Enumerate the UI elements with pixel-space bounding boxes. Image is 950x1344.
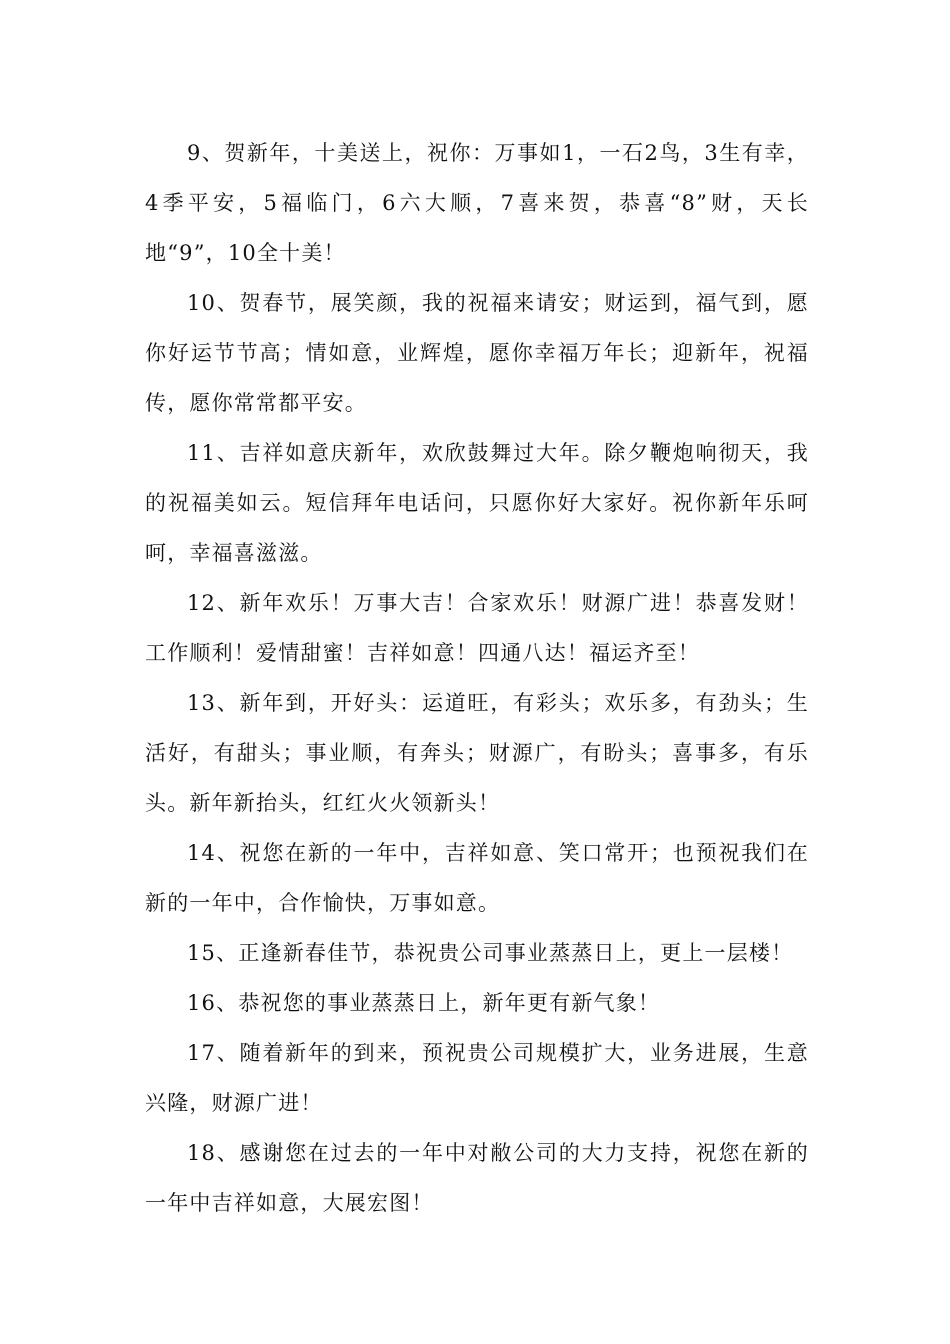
document-body	[145, 128, 809, 1228]
greeting-paragraph-13: 13、新年到，开好头：运道旺，有彩头；欢乐多，有劲头；生活好，有甜头；事业顺，有奔头；财源广，有盼头；喜事多，有乐头。新年新抬头，红红火火领新头！	[145, 691, 809, 815]
greeting-paragraph-18: 18、感谢您在过去的一年中对敝公司的大力支持，祝您在新的一年中吉祥如意，大展宏图！	[145, 1141, 809, 1215]
greeting-paragraph-15: 15、正逢新春佳节，恭祝贵公司事业蒸蒸日上，更上一层楼！	[187, 941, 794, 965]
greeting-paragraph-16: 16、恭祝您的事业蒸蒸日上，新年更有新气象！	[187, 991, 661, 1015]
greeting-paragraph-14: 14、祝您在新的一年中，吉祥如意、笑口常开；也预祝我们在新的一年中，合作愉快，万事如意。	[145, 841, 809, 915]
greeting-paragraph-11: 11、吉祥如意庆新年，欢欣鼓舞过大年。除夕鞭炮响彻天，我的祝福美如云。短信拜年电话问，只愿你好大家好。祝你新年乐呵呵，幸福喜滋滋。	[145, 441, 809, 565]
greeting-paragraph-9: 9、贺新年，十美送上，祝你：万事如1，一石2鸟，3生有幸，4季平安，5福临门，6六大顺，7喜来贺，恭喜“8”财，天长地“9”，10全十美！	[145, 141, 809, 265]
greeting-paragraph-12: 12、新年欢乐！万事大吉！合家欢乐！财源广进！恭喜发财！工作顺利！爱情甜蜜！吉祥如意！四通八达！福运齐至！	[145, 591, 809, 665]
greeting-paragraph-10: 10、贺春节，展笑颜，我的祝福来请安；财运到，福气到，愿你好运节节高；情如意，业辉煌，愿你幸福万年长；迎新年，祝福传，愿你常常都平安。	[145, 291, 809, 415]
greeting-paragraph-17: 17、随着新年的到来，预祝贵公司规模扩大，业务进展，生意兴隆，财源广进！	[145, 1041, 809, 1115]
